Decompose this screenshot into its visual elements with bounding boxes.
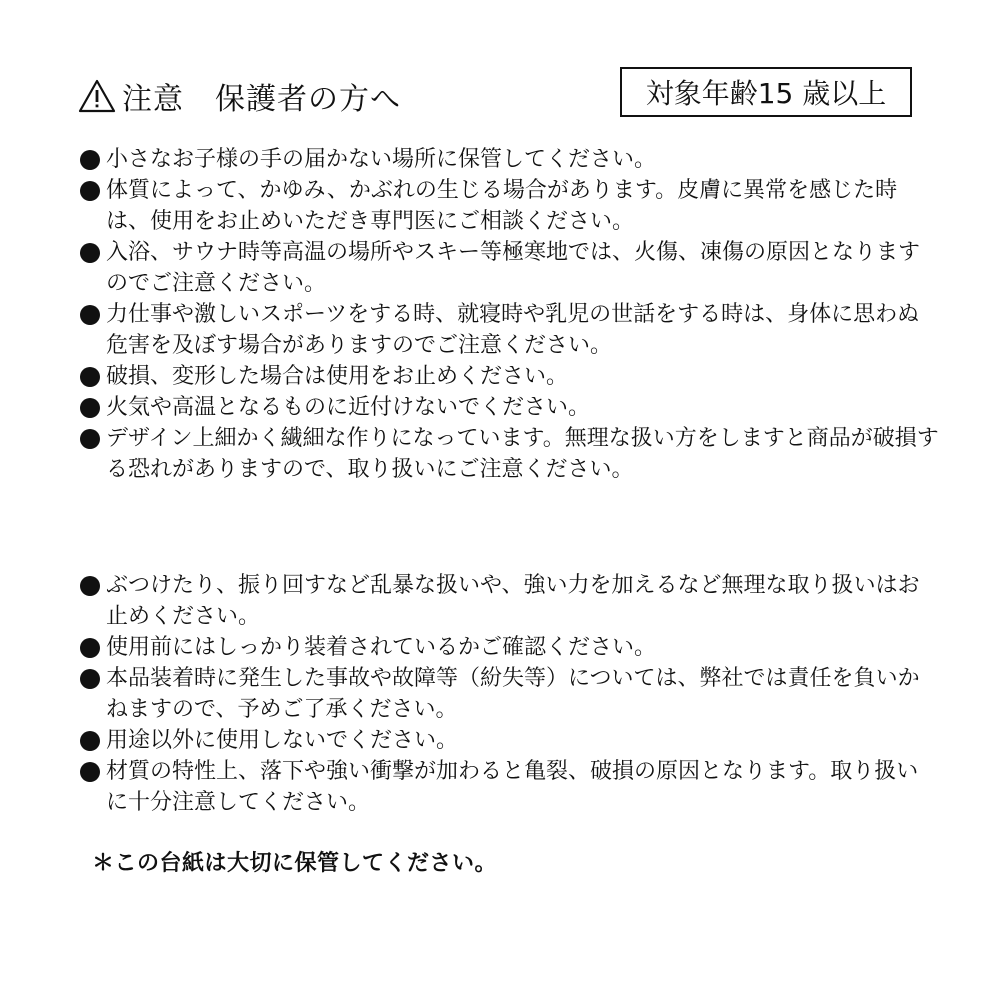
bullet-icon [80, 576, 100, 596]
footnote: ＊この台紙は大切に保管してください。 [92, 851, 498, 876]
notice-item [80, 725, 940, 756]
bullet-icon [80, 762, 100, 782]
warning-triangle-icon [78, 78, 116, 114]
page-title: 注意 保護者の方へ [122, 82, 401, 117]
notice-text: ぶつけたり、振り回すなど乱暴な扱いや、強い力を加えるなど無理な取り扱いはお止めください。 [106, 573, 920, 629]
notice-item [80, 392, 940, 423]
notice-list-primary [80, 144, 940, 485]
notice-text: デザイン上細かく繊細な作りになっています。無理な扱い方をしますと商品が破損する恐れがありますので、取り扱いにご注意ください。 [106, 426, 939, 482]
notice-text: 力仕事や激しいスポーツをする時、就寝時や乳児の世話をする時は、身体に思わぬ危害を及ぼす場合がありますのでご注意ください。 [106, 302, 920, 358]
notice-item [80, 361, 940, 392]
bullet-icon [80, 731, 100, 751]
bullet-icon [80, 305, 100, 325]
bullet-icon [80, 181, 100, 201]
notice-list-secondary [80, 570, 940, 818]
notice-item [80, 299, 940, 361]
bullet-icon [80, 638, 100, 658]
bullet-icon [80, 243, 100, 263]
bullet-icon [80, 669, 100, 689]
bullet-icon [80, 429, 100, 449]
bullet-icon [80, 150, 100, 170]
bullet-icon [80, 367, 100, 387]
notice-item [80, 175, 940, 237]
notice-text: 破損、変形した場合は使用をお止めください。 [106, 364, 569, 389]
notice-text: 用途以外に使用しないでください。 [106, 728, 459, 753]
notice-item [80, 663, 940, 725]
notice-text: 入浴、サウナ時等高温の場所やスキー等極寒地では、火傷、凍傷の原因となりますのでご注意ください。 [106, 240, 921, 296]
age-notice-badge: 対象年齢15 歳以上 [620, 67, 912, 117]
notice-item [80, 632, 940, 663]
notice-text: 材質の特性上、落下や強い衝撃が加わると亀裂、破損の原因となります。取り扱いに十分注意してください。 [106, 759, 919, 815]
notice-item [80, 756, 940, 818]
notice-item [80, 570, 940, 632]
notice-text: 体質によって、かゆみ、かぶれの生じる場合があります。皮膚に異常を感じた時は、使用をお止めいただき専門医にご相談ください。 [106, 178, 898, 234]
notice-text: 小さなお子様の手の届かない場所に保管してください。 [106, 147, 657, 172]
notice-text: 火気や高温となるものに近付けないでください。 [106, 395, 591, 420]
warning-header [78, 72, 401, 120]
bullet-icon [80, 398, 100, 418]
notice-item [80, 144, 940, 175]
notice-item [80, 423, 940, 485]
notice-text: 使用前にはしっかり装着されているかご確認ください。 [106, 635, 657, 660]
notice-item [80, 237, 940, 299]
notice-text: 本品装着時に発生した事故や故障等（紛失等）については、弊社では責任を負いかねますので、予めご了承ください。 [106, 666, 920, 722]
